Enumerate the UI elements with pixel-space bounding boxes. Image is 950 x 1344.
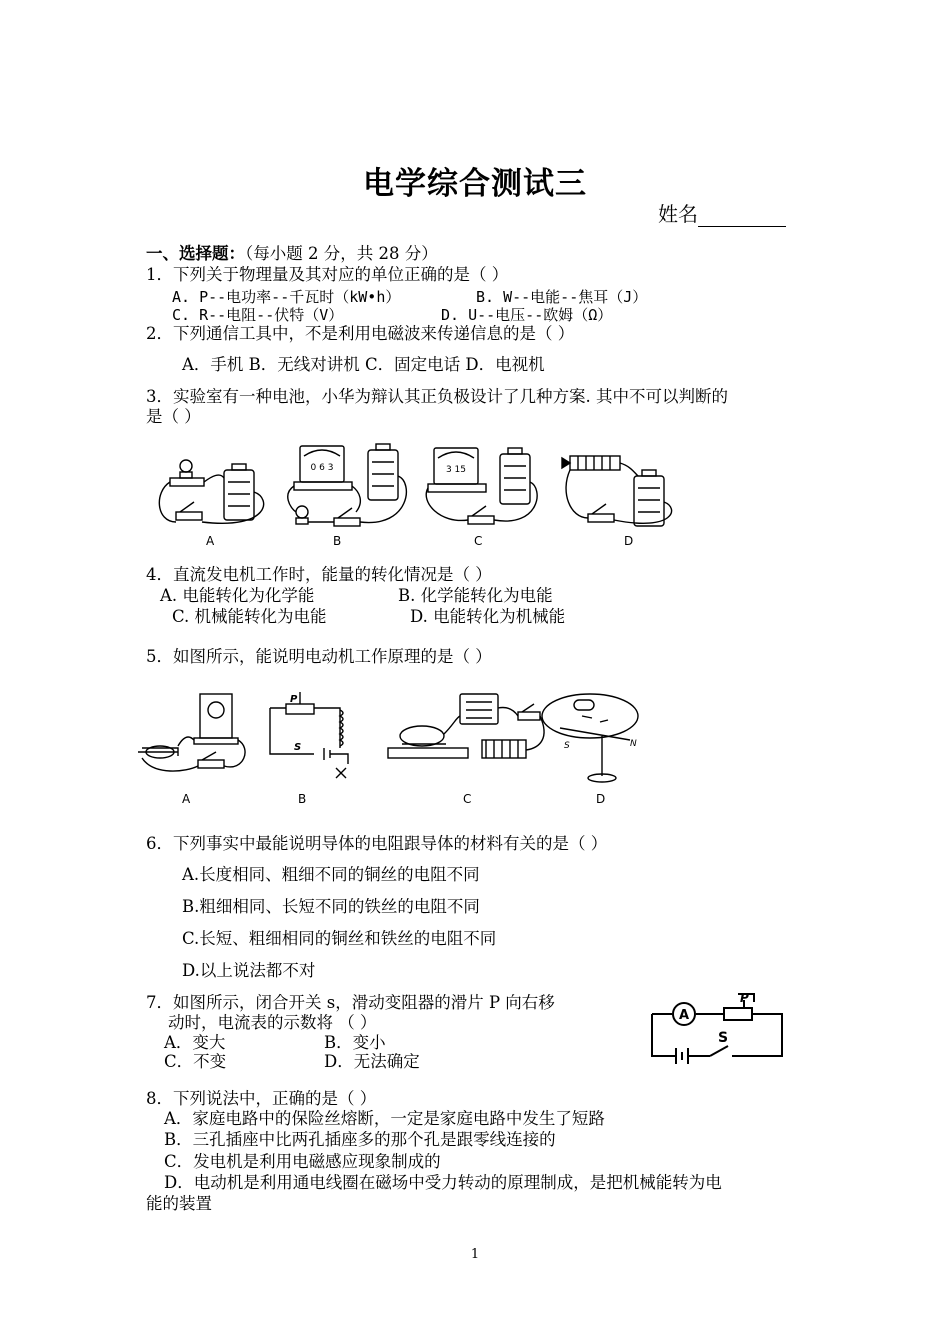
q8-option-b: B．三孔插座中比两孔插座多的那个孔是跟零线连接的 bbox=[164, 1130, 556, 1149]
q3-stem-line1: 3．实验室有一种电池，小华为辩认其正负极设计了几种方案. 其中不可以判断的 bbox=[146, 387, 728, 406]
q7-stem-line2: 动时，电流表的示数将 （ ） bbox=[168, 1013, 377, 1032]
q4-option-d: D. 电能转化为机械能 bbox=[410, 607, 566, 626]
q8-option-a: A．家庭电路中的保险丝熔断，一定是家庭电路中发生了短路 bbox=[164, 1109, 605, 1128]
q5-label-b: B bbox=[298, 792, 307, 806]
q5-d-label-n: N bbox=[630, 739, 637, 749]
q8-option-c: C．发电机是利用电磁感应现象制成的 bbox=[164, 1152, 441, 1171]
q8-stem: 8．下列说法中，正确的是（ ） bbox=[146, 1089, 377, 1108]
q1-stem: 1．下列关于物理量及其对应的单位正确的是（ ） bbox=[146, 265, 509, 284]
q1-option-b: B. W--电能--焦耳（J） bbox=[476, 288, 648, 306]
q1-option-d: D. U--电压--欧姆（Ω） bbox=[441, 306, 613, 324]
q1-option-c: C. R--电阻--伏特（V） bbox=[172, 306, 344, 324]
q3-stem-line2: 是（ ） bbox=[146, 407, 201, 426]
q8-option-d-line2: 能的装置 bbox=[146, 1194, 212, 1213]
q2-stem: 2．下列通信工具中，不是利用电磁波来传递信息的是（ ） bbox=[146, 324, 575, 343]
q2-options: A．手机 B．无线对讲机 C．固定电话 D．电视机 bbox=[182, 355, 545, 374]
q7-slider-label: P bbox=[740, 991, 749, 1005]
q5-figure-d bbox=[542, 694, 638, 782]
q7-circuit-figure bbox=[648, 990, 788, 1066]
q3-label-a: A bbox=[206, 534, 215, 548]
q3-figure-a bbox=[159, 460, 263, 523]
page-title: 电学综合测试三 bbox=[363, 166, 587, 202]
q4-option-c: C. 机械能转化为电能 bbox=[172, 607, 327, 626]
q3-figure-d bbox=[562, 456, 672, 526]
q5-stem: 5．如图所示，能说明电动机工作原理的是（ ） bbox=[146, 647, 492, 666]
q7-option-d: D．无法确定 bbox=[324, 1052, 420, 1071]
q5-figure-c bbox=[388, 694, 544, 758]
q5-d-label-s: S bbox=[564, 741, 570, 751]
q3-circuit-figures bbox=[150, 432, 680, 554]
q3-figure-c bbox=[426, 448, 537, 524]
q3-figure-b bbox=[288, 444, 407, 526]
name-blank[interactable] bbox=[698, 206, 786, 227]
q5-label-d: D bbox=[596, 792, 606, 806]
q6-option-c: C.长短、粗细相同的铜丝和铁丝的电阻不同 bbox=[182, 929, 497, 948]
q5-figure-b bbox=[270, 692, 348, 778]
q3-label-d: D bbox=[624, 534, 634, 548]
q5-b-label-s: S bbox=[294, 742, 302, 753]
q5-figures bbox=[134, 688, 654, 788]
q4-option-a: A. 电能转化为化学能 bbox=[160, 586, 315, 605]
q7-option-a: A．变大 bbox=[164, 1033, 226, 1052]
q6-stem: 6．下列事实中最能说明导体的电阻跟导体的材料有关的是（ ） bbox=[146, 834, 608, 853]
q1-option-a: A. P--电功率--千瓦时（kW•h） bbox=[172, 288, 401, 306]
section-note: （每小题 2 分，共 28 分） bbox=[245, 244, 438, 263]
section-title: 一、选择题： bbox=[146, 244, 245, 263]
q8-option-d-line1: D．电动机是利用通电线圈在磁场中受力转动的原理制成，是把机械能转为电 bbox=[164, 1173, 722, 1192]
q6-option-a: A.长度相同、粗细不同的铜丝的电阻不同 bbox=[182, 865, 480, 884]
q3-meter-b-scale: 0 6 3 bbox=[310, 463, 334, 473]
q7-option-b: B．变小 bbox=[324, 1033, 386, 1052]
q5-figure-a bbox=[138, 694, 245, 771]
q5-b-label-p: P bbox=[290, 694, 298, 705]
q6-option-d: D.以上说法都不对 bbox=[182, 961, 316, 980]
q5-label-c: C bbox=[463, 792, 472, 806]
q7-ammeter-label: A bbox=[678, 1008, 690, 1023]
name-field bbox=[658, 198, 786, 227]
section-heading bbox=[146, 243, 438, 265]
q7-stem-line1: 7．如图所示，闭合开关 s，滑动变阻器的滑片 P 向右移 bbox=[146, 993, 555, 1012]
q5-label-a: A bbox=[182, 792, 191, 806]
page-number: 1 bbox=[470, 1247, 480, 1262]
q3-label-b: B bbox=[333, 534, 342, 548]
name-label: 姓名 bbox=[658, 202, 698, 226]
q7-switch-label: S bbox=[718, 1030, 729, 1046]
q4-stem: 4．直流发电机工作时，能量的转化情况是（ ） bbox=[146, 565, 492, 584]
q7-option-c: C．不变 bbox=[164, 1052, 227, 1071]
q6-option-b: B.粗细相同、长短不同的铁丝的电阻不同 bbox=[182, 897, 480, 916]
q3-meter-c-scale: 3 15 bbox=[445, 465, 467, 475]
q4-option-b: B. 化学能转化为电能 bbox=[398, 586, 553, 605]
q3-label-c: C bbox=[474, 534, 483, 548]
